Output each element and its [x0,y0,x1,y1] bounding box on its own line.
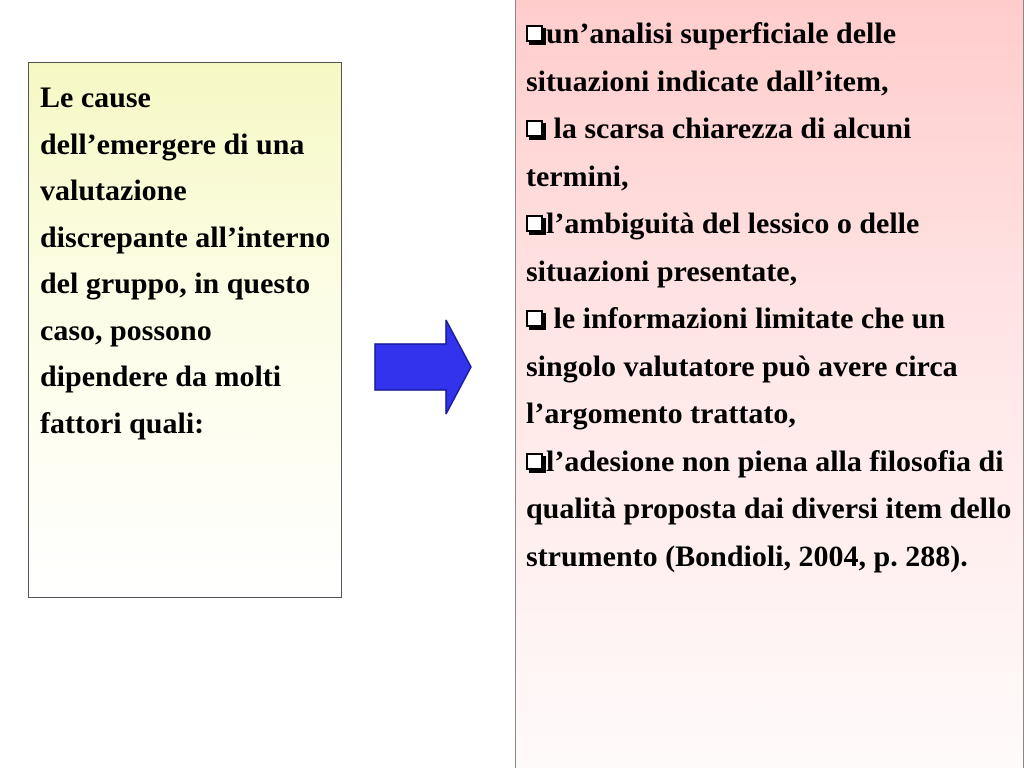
factor-text: l’ambiguità del lessico o delle situazioni presentate, [526,207,920,288]
factor-item-limited-information [526,295,1019,438]
factor-text: un’analisi superficiale delle situazioni indicate dall’item, [526,17,897,98]
factors-box [515,0,1024,768]
right-arrow-icon [374,319,472,415]
factor-text: le informazioni limitate che un singolo valutatore può avere circa l’argomento trattato, [526,302,958,430]
factor-item-superficial-analysis [526,10,1019,105]
factor-item-partial-adherence [526,438,1019,581]
checkbox-bullet-icon [526,453,543,470]
checkbox-bullet-icon [526,310,543,327]
factor-item-term-clarity [526,105,1019,200]
factor-item-lexical-ambiguity [526,200,1019,295]
checkbox-bullet-icon [526,215,543,232]
intro-text: Le cause dell’emergere di una valutazione discrepante all’interno del gruppo, in questo caso, possono dipendere da molti fattori quali: [40,81,331,440]
factor-text: l’adesione non piena alla filosofia di qualità proposta dai diversi item dello strumento (Bondioli, 2004, p. 288). [526,444,1012,573]
checkbox-bullet-icon [526,25,543,42]
intro-box [28,62,342,598]
factor-text: la scarsa chiarezza di alcuni termini, [526,112,912,193]
checkbox-bullet-icon [526,120,543,137]
